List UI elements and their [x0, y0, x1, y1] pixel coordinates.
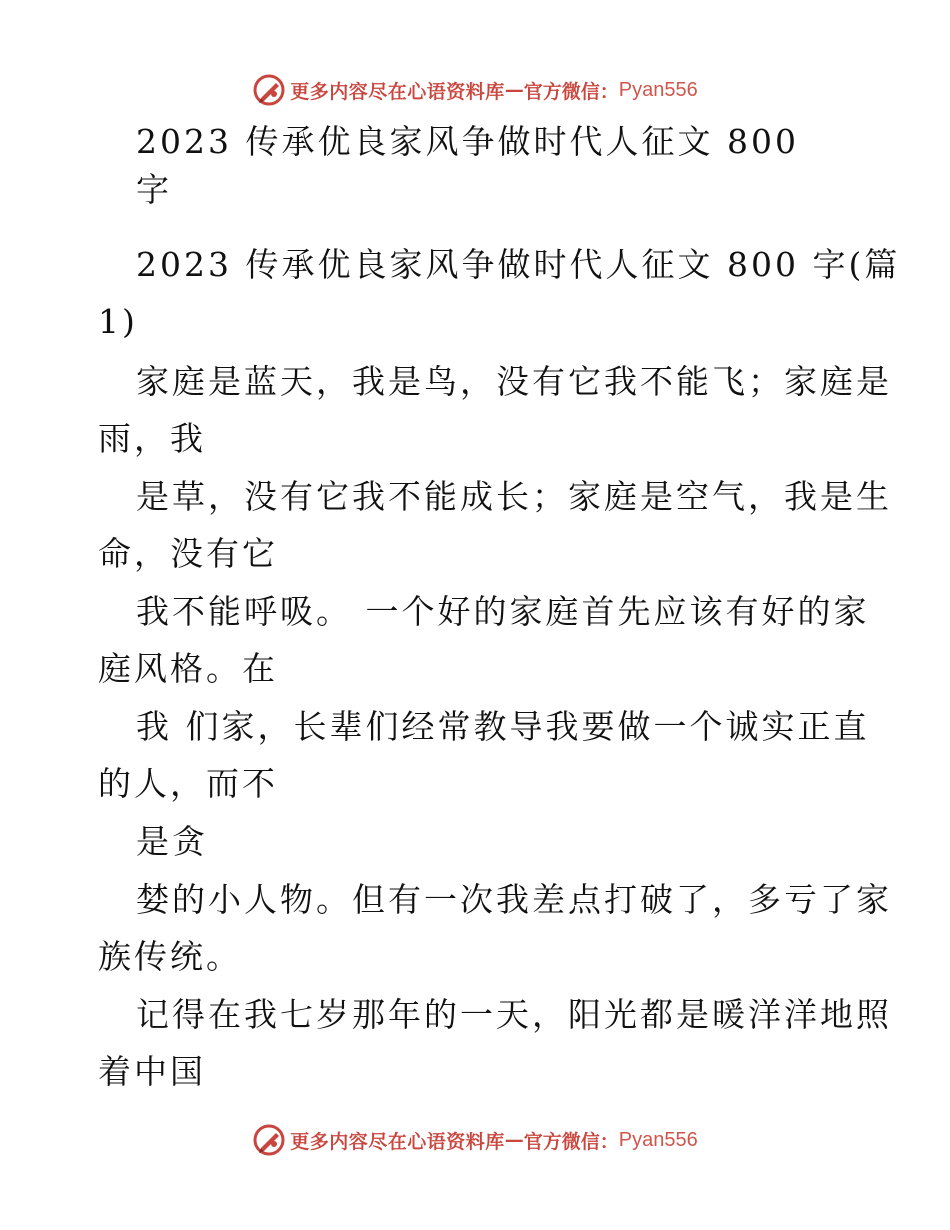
paragraph-line: 雨，我: [98, 419, 206, 458]
title-line-1: 2023 传承优良家风争做时代人征文 800: [136, 122, 799, 161]
pen-logo-icon: [252, 1123, 286, 1157]
footer-banner: [0, 1120, 950, 1160]
header-banner: [0, 70, 950, 110]
paragraph-line: 族传统。: [98, 937, 242, 976]
paragraph-line: 是草，没有它我不能成长；家庭是空气，我是生: [136, 477, 892, 516]
subtitle-line-2: 1): [98, 302, 138, 341]
banner-wechat-label: 官方微信：: [523, 80, 619, 103]
paragraph-line: 命，没有它: [98, 534, 278, 573]
paragraph-line: 庭风格。在: [98, 649, 278, 688]
banner-title: 更多内容尽在心语资料库: [290, 80, 505, 103]
banner-dash: —: [504, 1129, 524, 1151]
paragraph-line: 是贪: [136, 822, 208, 861]
banner-wechat-id: Pyan556: [618, 78, 698, 101]
pen-logo-icon: [252, 73, 286, 107]
paragraph-line: 婪的小人物。但有一次我差点打破了，多亏了家: [136, 880, 892, 919]
paragraph-line: 我 们家，长辈们经常教导我要做一个诚实正直: [136, 707, 870, 746]
banner-dash: —: [504, 79, 524, 101]
banner-wechat-label: 官方微信：: [523, 1130, 619, 1153]
paragraph-line: 的人，而不: [98, 764, 278, 803]
paragraph-line: 记得在我七岁那年的一天，阳光都是暖洋洋地照: [136, 995, 892, 1034]
paragraph-line: 我不能呼吸。 一个好的家庭首先应该有好的家: [136, 592, 870, 631]
subtitle-line-1: 2023 传承优良家风争做时代人征文 800 字(篇: [136, 245, 901, 284]
paragraph-line: 着中国: [98, 1052, 206, 1091]
paragraph-line: 家庭是蓝天，我是鸟，没有它我不能飞；家庭是: [136, 362, 892, 401]
title-line-2: 字: [136, 170, 172, 209]
banner-wechat-id: Pyan556: [618, 1128, 698, 1151]
banner-title: 更多内容尽在心语资料库: [290, 1130, 505, 1153]
